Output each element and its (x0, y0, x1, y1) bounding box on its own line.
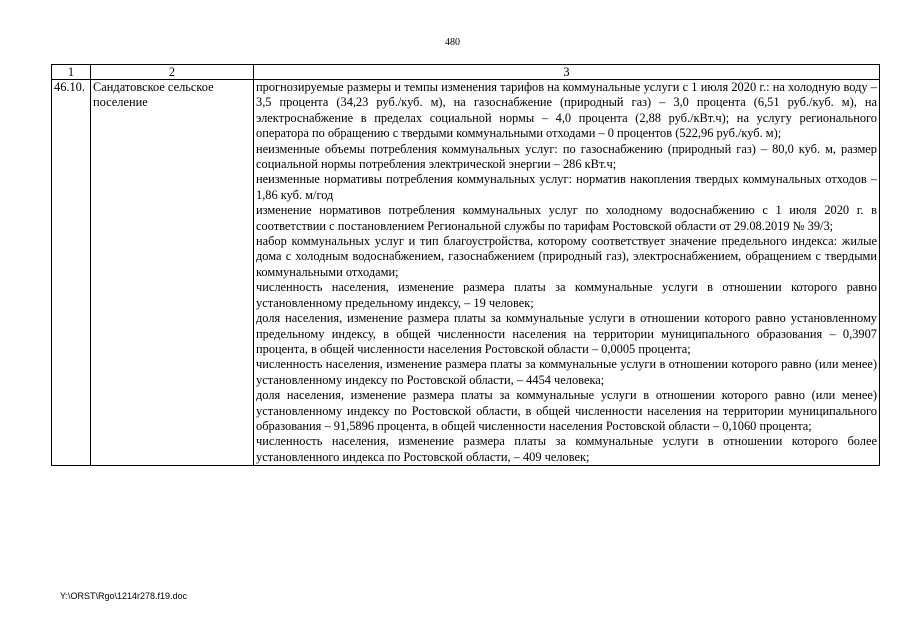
table-header-row (52, 65, 880, 80)
header-col-2: 2 (91, 65, 254, 80)
settlement-name: Сандатовское сельское поселение (91, 80, 254, 466)
paragraph-tariff-forecast: прогнозируемые размеры и темпы изменения тарифов на коммунальные услуги с 1 июля 2020 г.: на холодную воду – 3,5 процента (34,23 руб./куб. м), на газоснабжение (природный газ) – 3,0 процента (6,51 руб./куб. м), на электроснабжение в пределах социальной нормы – 4,0 процента (2,88 руб./кВт.ч); на услугу регионального оператора по обращению с твердыми коммунальными отходами – 0 процентов (522,96 руб./куб. м); (256, 80, 877, 141)
paragraph-share-within-index: доля населения, изменение размера платы за коммунальные услуги в отношении которого равно (или менее) установленному индексу по Ростовской области, в общей численности населения на территории муниципального образования – 91,5896 процента, в общей численности населения Ростовской области – 0,1060 процента; (256, 388, 877, 433)
paragraph-consumption-volumes: неизменные объемы потребления коммунальных услуг: по газоснабжению (природный газ) – 80,0 куб. м, размер социальной нормы потребления электрической энергии – 286 кВт.ч; (256, 141, 877, 172)
paragraph-population-equal: численность населения, изменение размера платы за коммунальные услуги в отношении которого равно установленному предельному индексу, – 19 человек; (256, 280, 877, 310)
paragraph-norm-changes: изменение нормативов потребления коммунальных услуг по холодному водоснабжению с 1 июля 2020 г. в соответствии с постановлением Региональной службы по тарифам Ростовской области от 29.08.2019 № 39/3; (256, 203, 877, 233)
file-path: Y:\ORST\Rgo\1214r278.f19.doc (60, 591, 188, 601)
header-col-1: 1 (52, 65, 91, 80)
paragraph-share-equal: доля населения, изменение размера платы за коммунальные услуги в отношении которого равно установленному предельному индексу, в общей численности населения на территории муниципального образования – 0,3907 процента, в общей численности населения Ростовской области – 0,0005 процента; (256, 311, 877, 356)
page-number: 480 (445, 37, 460, 48)
paragraph-consumption-norms: неизменные нормативы потребления коммунальных услуг: норматив накопления твердых коммунальных отходов – 1,86 куб. м/год (256, 172, 877, 202)
header-col-3: 3 (254, 65, 880, 80)
paragraph-population-within-index: численность населения, изменение размера платы за коммунальные услуги в отношении которого равно (или менее) установленному индексу по Ростовской области, – 4454 человека; (256, 357, 877, 387)
table-row (52, 80, 880, 466)
paragraph-service-set: набор коммунальных услуг и тип благоустройства, которому соответствует значение предельного индекса: жилые дома с холодным водоснабжением, газоснабжением (природный газ), электроснабжением, обращением с твердыми коммунальными отходами; (256, 234, 877, 279)
data-table (51, 64, 880, 466)
paragraph-population-above-index: численность населения, изменение размера платы за коммунальные услуги в отношении которого более установленного индекса по Ростовской области, – 409 человек; (256, 434, 877, 464)
row-number: 46.10. (52, 80, 91, 466)
description-cell (254, 80, 880, 466)
